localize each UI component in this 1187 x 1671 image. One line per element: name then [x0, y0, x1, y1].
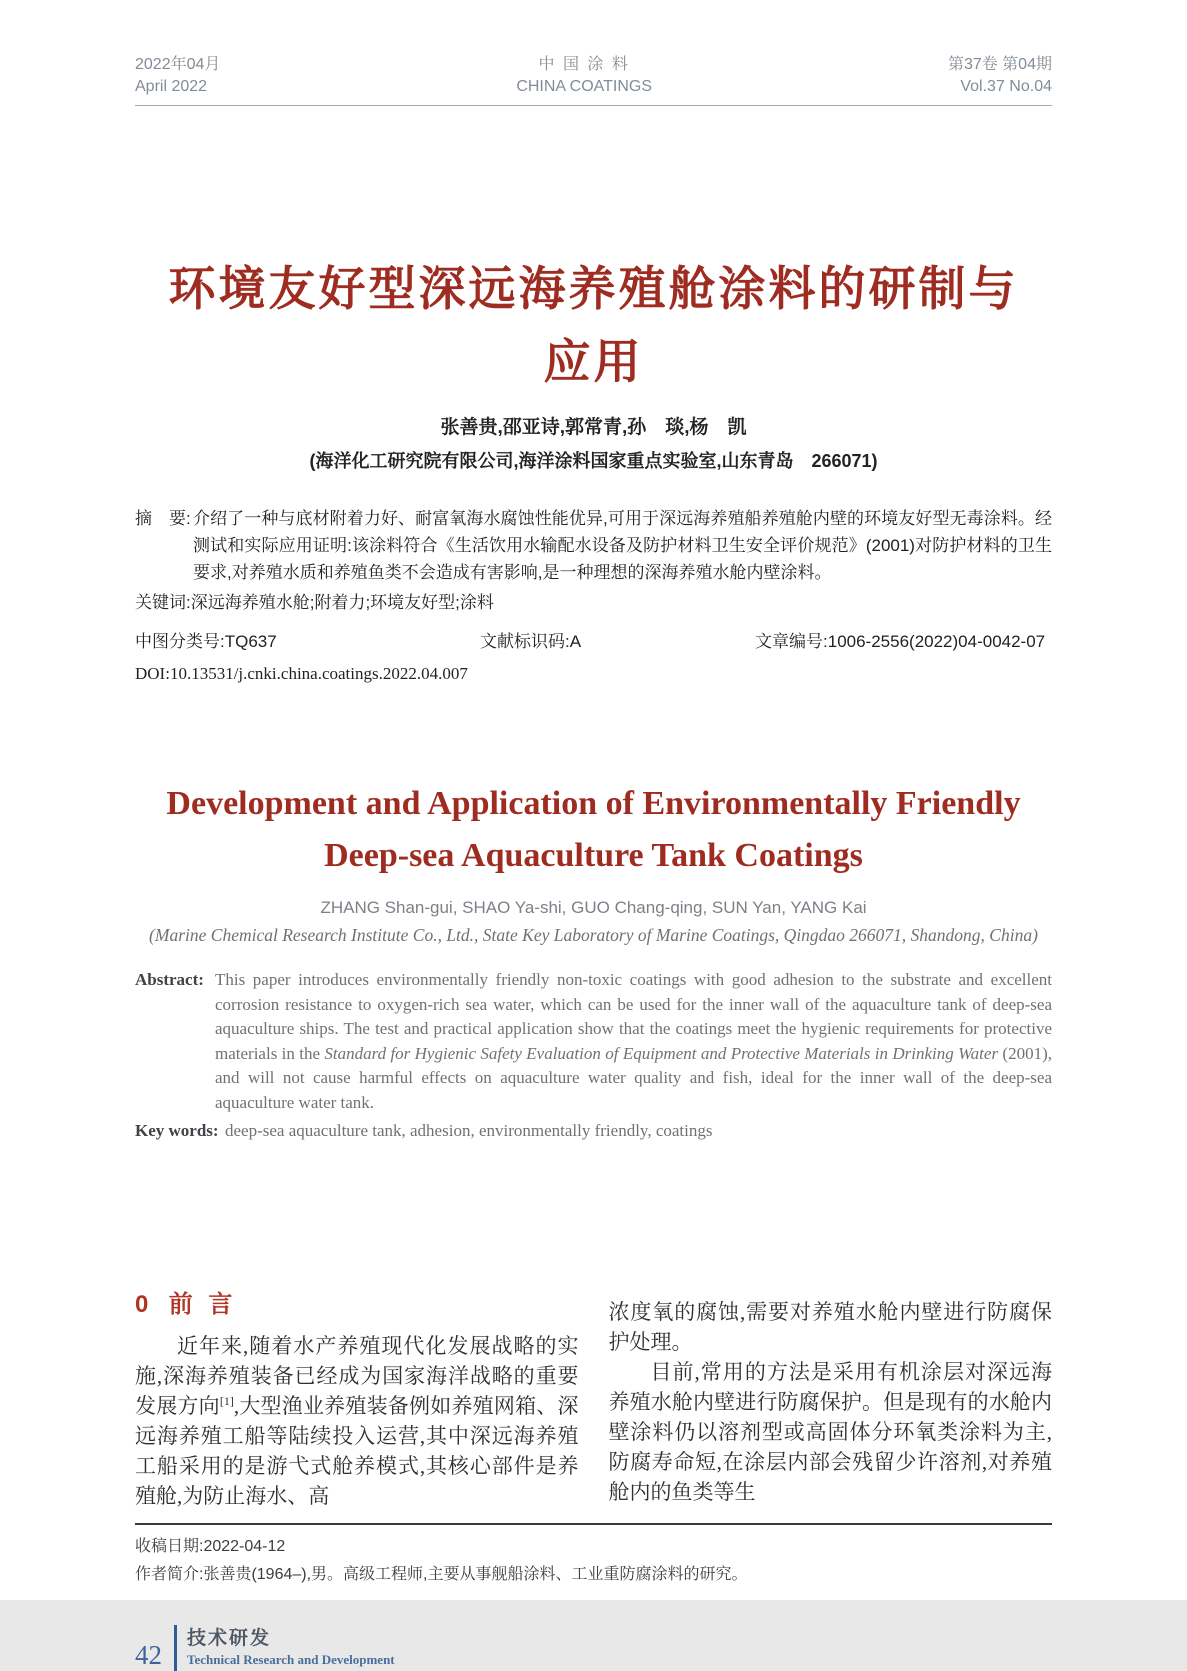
- clc-value: TQ637: [224, 632, 277, 651]
- header-issue-date: [135, 54, 220, 98]
- section-0-number: 0: [135, 1291, 149, 1319]
- keywords-en: [135, 1119, 1052, 1144]
- article-title-en-line2: Deep-sea Aquaculture Tank Coatings: [324, 837, 863, 874]
- journal-header: [135, 54, 1052, 106]
- paragraph-intro-left: [135, 1331, 579, 1511]
- issue-date-zh: 2022年04月: [135, 56, 221, 73]
- paragraph-current-methods: 目前,常用的方法是采用有机涂层对深远海养殖水舱内壁进行防腐保护。但是现有的水舱内壁涂料仍以溶剂型或高固体分环氧类涂料为主,防腐寿命短,在涂层内部会残留少许溶剂,对养殖舱内的鱼类等生: [608, 1360, 1052, 1505]
- body-column-left: [135, 1289, 579, 1511]
- article-meta-row: [135, 627, 1052, 652]
- footnotes: [135, 1525, 1052, 1589]
- section-0-title: 前言: [168, 1291, 248, 1319]
- volume-zh: 第37卷 第04期: [947, 56, 1052, 73]
- keywords-zh-text: 深远海养殖水舱;附着力;环境友好型;涂料: [190, 593, 494, 612]
- body-columns: [135, 1289, 1052, 1511]
- volume-en: Vol.37 No.04: [960, 78, 1052, 95]
- abstract-zh: [135, 505, 1052, 586]
- clc-label: 中图分类号:: [135, 632, 225, 651]
- abstract-zh-label: 摘 要:: [135, 509, 191, 528]
- article-id-value: 1006-2556(2022)04-0042-07: [827, 632, 1046, 651]
- paragraph-intro-right-continuation: 浓度氧的腐蚀,需要对养殖水舱内壁进行防腐保护处理。: [608, 1300, 1052, 1355]
- journal-name-en: CHINA COATINGS: [516, 78, 653, 95]
- article-title-zh-line1: 环境友好型深远海养殖舱涂料的研制与: [168, 262, 1019, 315]
- footer-column-en: Technical Research and Development: [187, 1652, 395, 1668]
- affiliation-en: (Marine Chemical Research Institute Co., Ltd., State Key Laboratory of Marine Coatings, Qingdao 266071, Shandong, China): [149, 925, 1038, 945]
- article-title-zh: [135, 252, 1052, 398]
- keywords-en-label: Key words:: [135, 1120, 219, 1140]
- body-column-right: [609, 1289, 1053, 1511]
- page-footer: [135, 1625, 1052, 1671]
- clc-number: [135, 627, 480, 652]
- volume-info: [948, 54, 1052, 98]
- keywords-zh-label: 关键词:: [135, 593, 191, 612]
- affiliation-zh: (海洋化工研究院有限公司,海洋涂料国家重点实验室,山东青岛 266071): [309, 451, 878, 471]
- journal-name-zh: 中 国 涂 料: [538, 56, 630, 73]
- abstract-en-part1: This paper introduces environmentally friendly non-toxic coatings with good adhesion to the substrate and excellent corrosion resistance to oxygen-rich sea water, which can be used for the inner wall of the aquaculture tank of deep-sea aquaculture ships. The test and practical application show that the coatings meet the hygienic requirements for protective materials in the: [215, 970, 1052, 1063]
- article-title-en-line1: Development and Application of Environmentally Friendly: [166, 785, 1021, 822]
- journal-name: [516, 54, 652, 98]
- received-date: 收稿日期:2022-04-12: [135, 1538, 286, 1556]
- issue-date-en: April 2022: [135, 78, 208, 95]
- abstract-en-italic-title: Standard for Hygienic Safety Evaluation of Equipment and Protective Materials in Drinking Water: [324, 1043, 999, 1063]
- keywords-en-text: deep-sea aquaculture tank, adhesion, environmentally friendly, coatings: [225, 1120, 713, 1140]
- authors-zh: 张善贵,邵亚诗,郭常青,孙 琰,杨 凯: [440, 417, 747, 438]
- page-number: 42: [135, 1640, 162, 1671]
- abstract-zh-text: 介绍了一种与底材附着力好、耐富氧海水腐蚀性能优异,可用于深远海养殖船养殖舱内壁的环境友好型无毒涂料。经测试和实际应用证明:该涂料符合《生活饮用水输配水设备及防护材料卫生安全评价规范》(2001)对防护材料的卫生要求,对养殖水质和养殖鱼类不会造成有害影响,是一种理想的深海养殖水舱内壁涂料。: [193, 509, 1052, 582]
- doi: DOI:10.13531/j.cnki.china.coatings.2022.04.007: [135, 664, 468, 683]
- paragraph-intro-left-text2: ,大型渔业养殖装备例如养殖网箱、深远海养殖工船等陆续投入运营,其中深远海养殖工船采用的是游弋式舱养模式,其核心部件是养殖舱,为防止海水、高: [135, 1394, 579, 1509]
- abstract-en: [135, 968, 1052, 1116]
- paragraph-intro-left-text1: 近年来,随着水产养殖现代化发展战略的实施,深海养殖装备已经成为国家海洋战略的重要发展方向: [135, 1334, 579, 1419]
- article-id-label: 文章编号:: [755, 632, 828, 651]
- authors-en: ZHANG Shan-gui, SHAO Ya-shi, GUO Chang-qing, SUN Yan, YANG Kai: [320, 898, 867, 917]
- document-code-value: A: [569, 632, 582, 651]
- article-id: [755, 627, 1052, 652]
- article-title-en: [135, 778, 1052, 882]
- footer-column-zh: 技术研发: [187, 1628, 272, 1650]
- abstract-en-part2: (2001), and will not cause harmful effects on aquaculture water quality and fish, ideal for the inner wall of the deep-sea aquaculture water tank.: [215, 1043, 1052, 1112]
- author-bio: 作者简介:张善贵(1964–),男。高级工程师,主要从事舰船涂料、工业重防腐涂料的研究。: [135, 1566, 748, 1584]
- document-code: [480, 627, 755, 652]
- reference-marker-1: [1]: [219, 1394, 234, 1409]
- footer-divider-bar: [174, 1625, 177, 1671]
- keywords-zh: [135, 589, 1052, 616]
- footer-column-name: [187, 1627, 395, 1669]
- abstract-en-label: Abstract:: [135, 970, 204, 989]
- section-0-heading: [135, 1289, 579, 1321]
- document-code-label: 文献标识码:: [480, 632, 570, 651]
- article-title-zh-line2: 应用: [543, 335, 644, 388]
